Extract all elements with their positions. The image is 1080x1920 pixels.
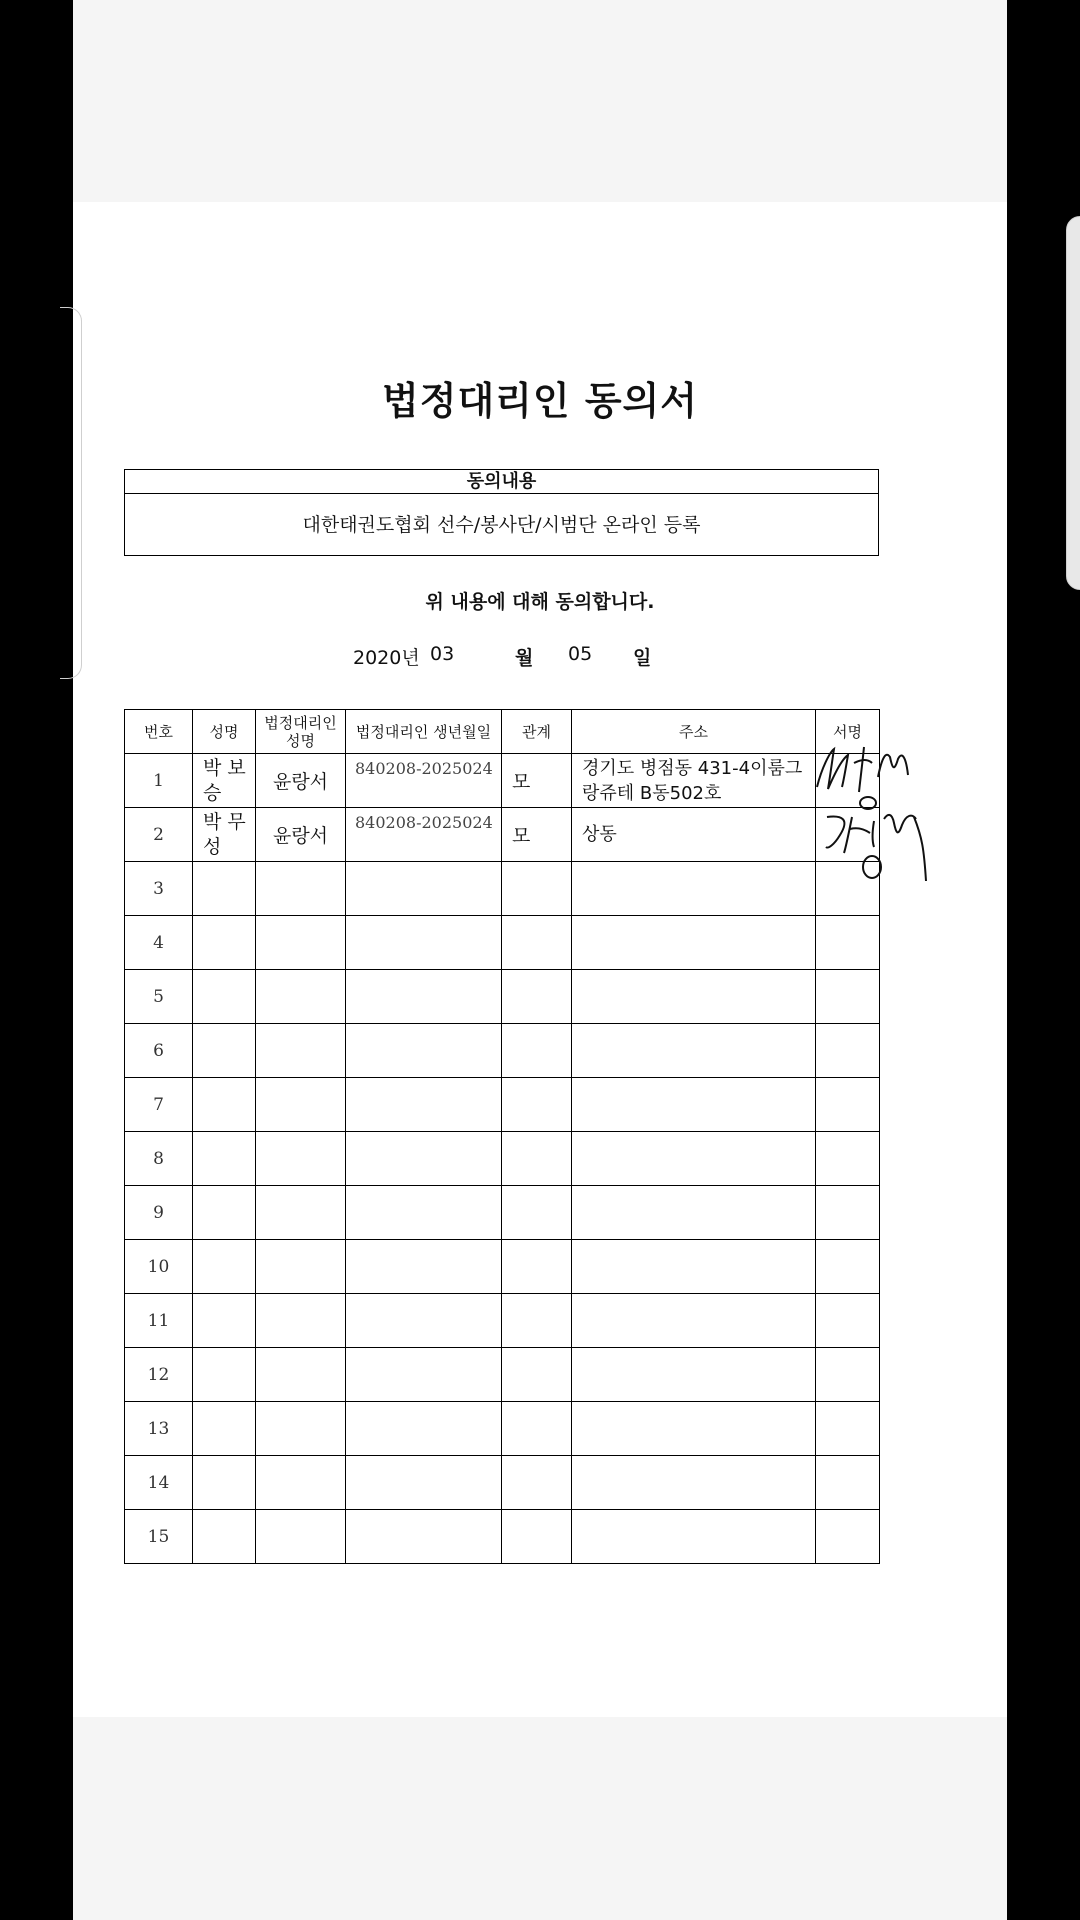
- table-row: [125, 916, 880, 970]
- row-name: [193, 862, 256, 916]
- row-address: 상동: [572, 808, 816, 862]
- row-signature: [816, 970, 880, 1024]
- row-number: 1: [125, 754, 193, 808]
- row-relation: [502, 970, 572, 1024]
- row-number: 9: [125, 1186, 193, 1240]
- row-address: [572, 1132, 816, 1186]
- row-signature: [816, 1402, 880, 1456]
- row-guardian-birth: [346, 1348, 502, 1402]
- row-name: [193, 1294, 256, 1348]
- row-relation: [502, 1240, 572, 1294]
- row-guardian-name: [256, 1510, 346, 1564]
- table-header-row: [125, 710, 880, 754]
- row-relation: [502, 1402, 572, 1456]
- row-guardian-name: [256, 970, 346, 1024]
- row-signature: [816, 916, 880, 970]
- row-number: 7: [125, 1078, 193, 1132]
- row-guardian-birth: [346, 970, 502, 1024]
- row-guardian-birth: [346, 1132, 502, 1186]
- row-guardian-name: [256, 1132, 346, 1186]
- row-signature: [816, 1186, 880, 1240]
- agree-statement: 위 내용에 대해 동의합니다.: [425, 591, 655, 613]
- row-address: [572, 916, 816, 970]
- table-row: [125, 1456, 880, 1510]
- row-address: [572, 1240, 816, 1294]
- consent-header: 동의내용: [125, 470, 878, 494]
- row-signature: [816, 1510, 880, 1564]
- row-guardian-birth: 840208-2025024: [346, 754, 502, 808]
- row-name: [193, 1240, 256, 1294]
- row-relation: [502, 1078, 572, 1132]
- row-name: [193, 1024, 256, 1078]
- table-row: [125, 754, 880, 808]
- header-name: 성명: [193, 710, 256, 754]
- row-address: [572, 862, 816, 916]
- header-guardian-name: 법정대리인 성명: [256, 710, 346, 754]
- row-guardian-name: [256, 1240, 346, 1294]
- row-address: [572, 1456, 816, 1510]
- table-row: [125, 862, 880, 916]
- row-guardian-name: [256, 1078, 346, 1132]
- row-address: [572, 1402, 816, 1456]
- row-relation: [502, 916, 572, 970]
- row-relation: [502, 1456, 572, 1510]
- row-guardian-name: [256, 1186, 346, 1240]
- row-address: [572, 1348, 816, 1402]
- row-guardian-name: [256, 1456, 346, 1510]
- document-title: 법정대리인 동의서: [382, 379, 698, 423]
- row-address: [572, 1186, 816, 1240]
- row-guardian-birth: [346, 916, 502, 970]
- row-relation: [502, 1510, 572, 1564]
- row-relation: [502, 1294, 572, 1348]
- header-signature: 서명: [816, 710, 880, 754]
- row-number: 12: [125, 1348, 193, 1402]
- row-address: [572, 1510, 816, 1564]
- row-address: [572, 970, 816, 1024]
- row-name: [193, 916, 256, 970]
- table-row: [125, 1348, 880, 1402]
- row-name: [193, 970, 256, 1024]
- table-row: [125, 1402, 880, 1456]
- header-number: 번호: [125, 710, 193, 754]
- row-name: [193, 1132, 256, 1186]
- row-guardian-birth: [346, 1456, 502, 1510]
- row-number: 8: [125, 1132, 193, 1186]
- row-guardian-name: [256, 916, 346, 970]
- row-guardian-name: 윤랑서: [256, 754, 346, 808]
- table-row: [125, 1024, 880, 1078]
- row-number: 10: [125, 1240, 193, 1294]
- date-day-value: 05: [568, 643, 593, 665]
- row-guardian-name: [256, 1402, 346, 1456]
- row-number: 3: [125, 862, 193, 916]
- consent-body: 대한태권도협회 선수/봉사단/시범단 온라인 등록: [302, 514, 701, 536]
- row-number: 15: [125, 1510, 193, 1564]
- table-row: [125, 1186, 880, 1240]
- row-relation: [502, 1186, 572, 1240]
- row-signature: [816, 1078, 880, 1132]
- header-address: 주소: [572, 710, 816, 754]
- left-edge-panel-handle[interactable]: [60, 307, 82, 679]
- row-name: 박 무 성: [193, 808, 256, 862]
- header-relation: 관계: [502, 710, 572, 754]
- date-month-value: 03: [430, 643, 455, 665]
- row-name: 박 보 승: [193, 754, 256, 808]
- row-signature: [816, 1348, 880, 1402]
- row-address: [572, 1078, 816, 1132]
- row-signature: [816, 1024, 880, 1078]
- table-row: [125, 808, 880, 862]
- row-address: [572, 1294, 816, 1348]
- row-number: 5: [125, 970, 193, 1024]
- row-address: [572, 1024, 816, 1078]
- table-row: [125, 1510, 880, 1564]
- table-row: [125, 1294, 880, 1348]
- row-guardian-birth: [346, 1294, 502, 1348]
- row-name: [193, 1456, 256, 1510]
- row-relation: 모: [502, 808, 572, 862]
- row-relation: [502, 862, 572, 916]
- row-guardian-name: [256, 1348, 346, 1402]
- date-month-label: 월: [515, 647, 534, 669]
- row-guardian-name: [256, 862, 346, 916]
- row-name: [193, 1348, 256, 1402]
- row-name: [193, 1510, 256, 1564]
- row-guardian-birth: [346, 1402, 502, 1456]
- handwritten-signatures: [812, 737, 947, 897]
- row-signature: [816, 1240, 880, 1294]
- row-signature: [816, 1132, 880, 1186]
- row-guardian-name: 윤랑서: [256, 808, 346, 862]
- row-guardian-name: [256, 1024, 346, 1078]
- table-row: [125, 1132, 880, 1186]
- row-guardian-birth: [346, 1024, 502, 1078]
- row-relation: [502, 1132, 572, 1186]
- row-name: [193, 1078, 256, 1132]
- row-guardian-birth: 840208-2025024: [346, 808, 502, 862]
- row-signature: [816, 1456, 880, 1510]
- row-name: [193, 1402, 256, 1456]
- row-number: 14: [125, 1456, 193, 1510]
- row-guardian-name: [256, 1294, 346, 1348]
- row-guardian-birth: [346, 1240, 502, 1294]
- row-guardian-birth: [346, 862, 502, 916]
- table-body: [125, 754, 880, 1564]
- date-day-label: 일: [633, 647, 652, 669]
- row-guardian-birth: [346, 1186, 502, 1240]
- row-relation: 모: [502, 754, 572, 808]
- row-number: 4: [125, 916, 193, 970]
- date-year: 2020년: [353, 647, 420, 669]
- row-number: 6: [125, 1024, 193, 1078]
- row-relation: [502, 1024, 572, 1078]
- row-number: 11: [125, 1294, 193, 1348]
- row-guardian-birth: [346, 1078, 502, 1132]
- table-row: [125, 1240, 880, 1294]
- row-number: 2: [125, 808, 193, 862]
- guardian-roster-table: [124, 709, 880, 1564]
- row-guardian-birth: [346, 1510, 502, 1564]
- row-signature: [816, 1294, 880, 1348]
- consent-content-box: [124, 469, 879, 556]
- table-row: [125, 1078, 880, 1132]
- row-name: [193, 1186, 256, 1240]
- header-guardian-birth: 법정대리인 생년월일: [346, 710, 502, 754]
- table-row: [125, 970, 880, 1024]
- row-number: 13: [125, 1402, 193, 1456]
- row-relation: [502, 1348, 572, 1402]
- row-address: 경기도 병점동 431-4이룸그랑쥬테 B동502호: [572, 754, 816, 808]
